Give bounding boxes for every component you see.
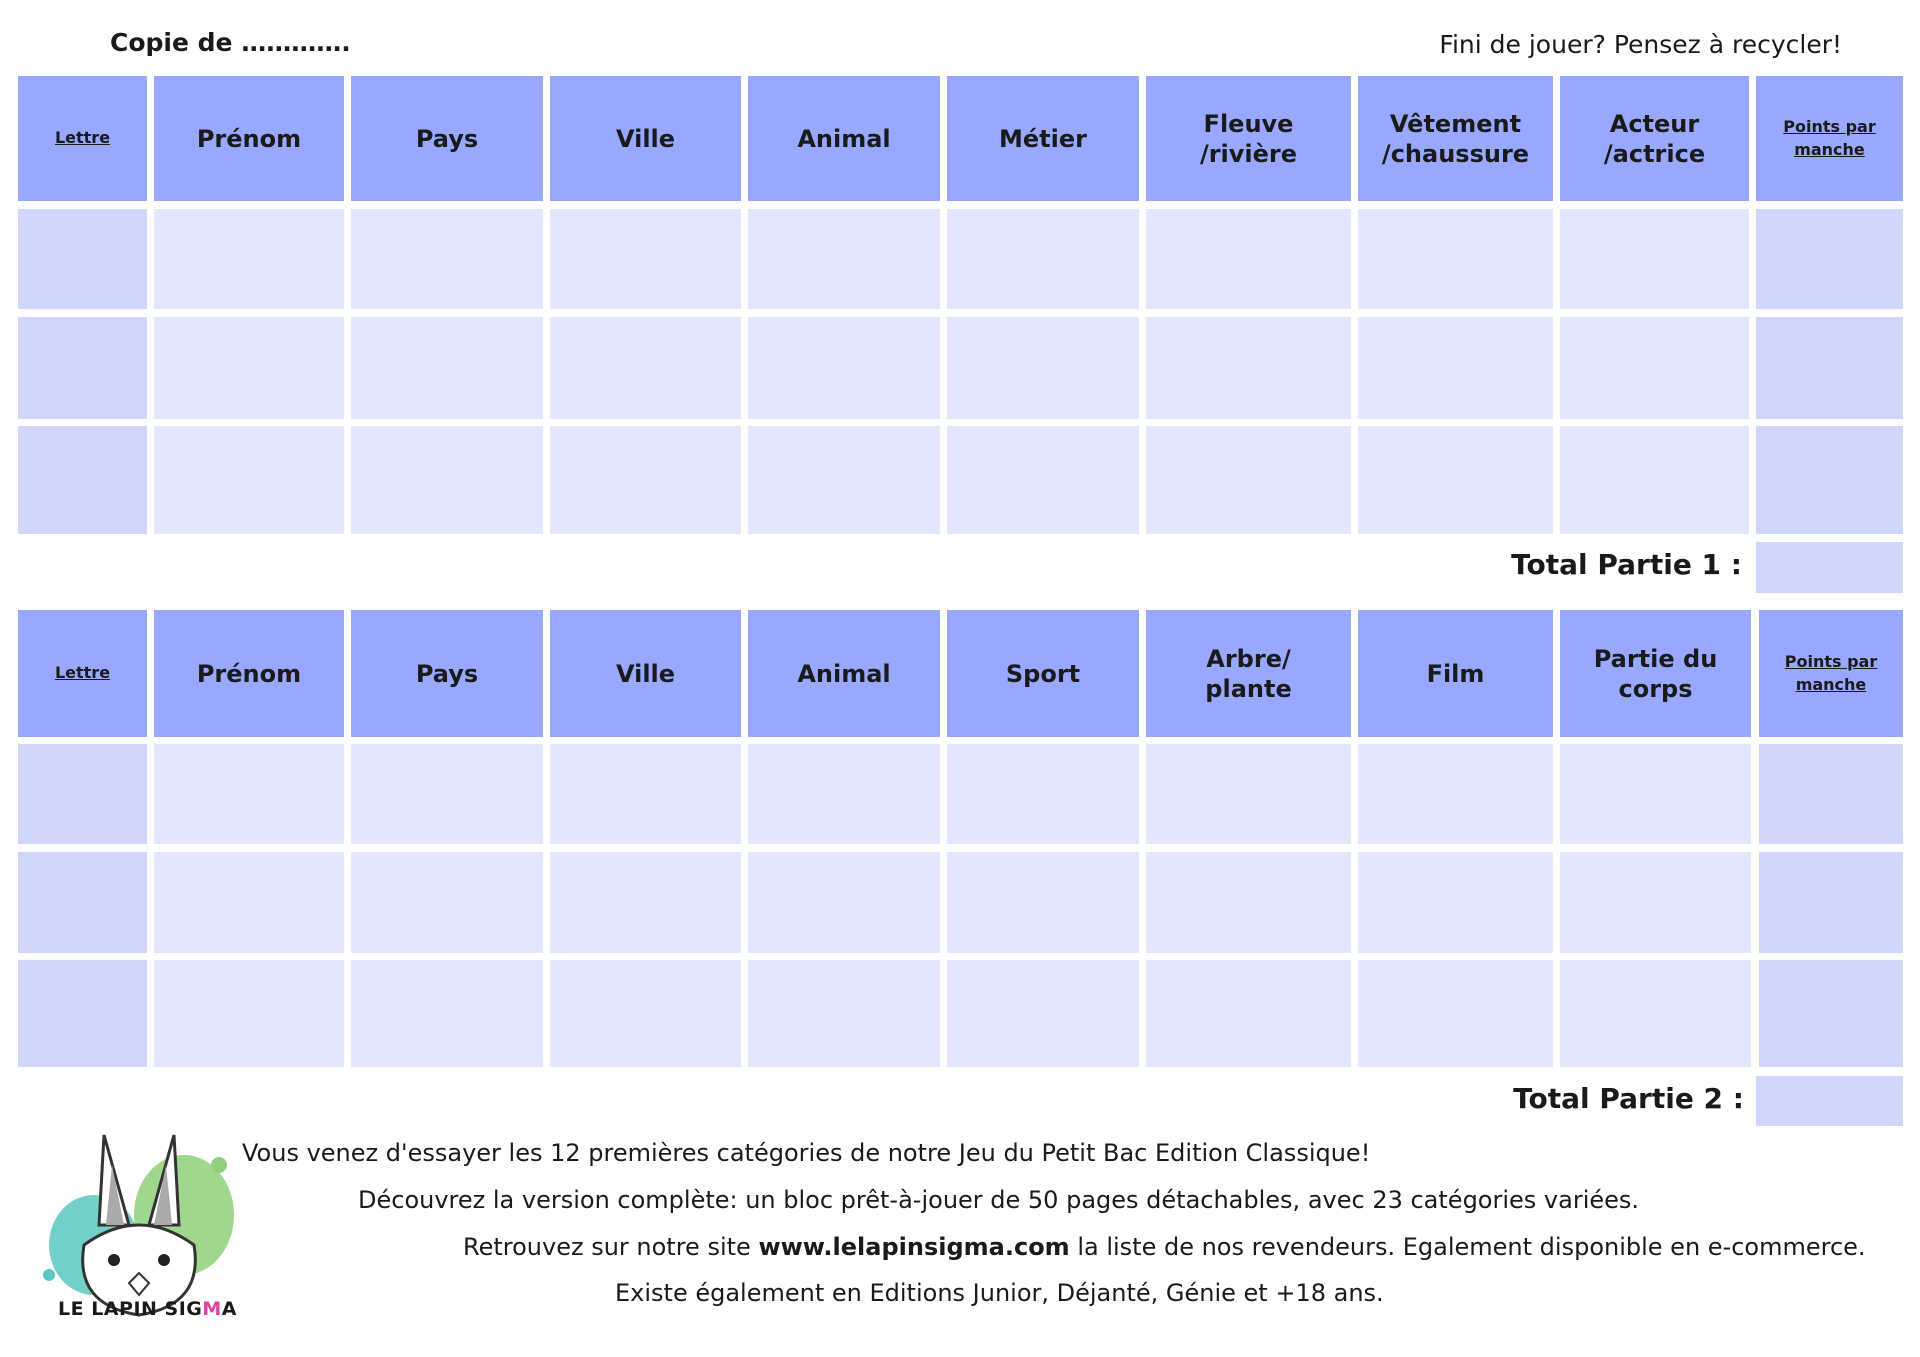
answer-cell[interactable]	[550, 744, 741, 844]
column-header-2: Pays	[351, 76, 543, 201]
answer-cell[interactable]	[1560, 744, 1751, 844]
answer-cell[interactable]	[748, 317, 940, 419]
total-part-1-label: Total Partie 1 :	[1511, 548, 1742, 581]
answer-cell[interactable]	[1146, 852, 1351, 953]
column-header-8: Acteur /actrice	[1560, 76, 1749, 201]
answer-cell[interactable]	[1358, 852, 1553, 953]
column-header-1: Prénom	[154, 610, 344, 737]
column-header-2: Pays	[351, 610, 543, 737]
answer-cell[interactable]	[1759, 960, 1903, 1067]
answer-cell[interactable]	[1358, 209, 1553, 309]
answer-cell[interactable]	[748, 744, 940, 844]
copy-label: Copie de ………….	[110, 28, 351, 57]
answer-cell[interactable]	[1146, 426, 1351, 534]
recycle-note: Fini de jouer? Pensez à recycler!	[1439, 30, 1842, 59]
answer-cell[interactable]	[1560, 960, 1751, 1067]
answer-cell[interactable]	[947, 209, 1139, 309]
answer-cell[interactable]	[18, 317, 147, 419]
answer-cell[interactable]	[550, 317, 741, 419]
answer-cell[interactable]	[351, 209, 543, 309]
website-link[interactable]: www.lelapinsigma.com	[758, 1233, 1070, 1261]
answer-cell[interactable]	[351, 317, 543, 419]
total-part-2-label: Total Partie 2 :	[1513, 1082, 1744, 1115]
column-header-4: Animal	[748, 76, 940, 201]
column-header-9: Points par manche	[1759, 610, 1903, 737]
answer-cell[interactable]	[550, 960, 741, 1067]
answer-cell[interactable]	[154, 960, 344, 1067]
answer-cell[interactable]	[154, 852, 344, 953]
answer-cell[interactable]	[154, 744, 344, 844]
answer-cell[interactable]	[351, 426, 543, 534]
answer-cell[interactable]	[154, 426, 344, 534]
answer-cell[interactable]	[947, 852, 1139, 953]
answer-cell[interactable]	[1759, 852, 1903, 953]
column-header-0: Lettre	[18, 610, 147, 737]
answer-cell[interactable]	[351, 744, 543, 844]
answer-cell[interactable]	[154, 209, 344, 309]
answer-cell[interactable]	[1146, 209, 1351, 309]
footer-line-2: Découvrez la version complète: un bloc prêt-à-jouer de 50 pages détachables, avec 23 catégories variées.	[358, 1186, 1640, 1214]
answer-cell[interactable]	[18, 852, 147, 953]
answer-cell[interactable]	[1146, 317, 1351, 419]
column-header-8: Partie du corps	[1560, 610, 1751, 737]
answer-cell[interactable]	[550, 209, 741, 309]
column-header-9: Points par manche	[1756, 76, 1903, 201]
footer-line-3: Retrouvez sur notre site www.lelapinsigma.com la liste de nos revendeurs. Egalement disponible en e-commerce.	[463, 1233, 1866, 1261]
answer-cell[interactable]	[1756, 209, 1903, 309]
column-header-6: Arbre/ plante	[1146, 610, 1351, 737]
answer-cell[interactable]	[748, 852, 940, 953]
answer-cell[interactable]	[1756, 317, 1903, 419]
answer-cell[interactable]	[18, 426, 147, 534]
column-header-5: Sport	[947, 610, 1139, 737]
answer-cell[interactable]	[748, 960, 940, 1067]
column-header-0: Lettre	[18, 76, 147, 201]
answer-cell[interactable]	[154, 317, 344, 419]
column-header-5: Métier	[947, 76, 1139, 201]
answer-cell[interactable]	[1358, 960, 1553, 1067]
column-header-4: Animal	[748, 610, 940, 737]
answer-cell[interactable]	[550, 852, 741, 953]
answer-cell[interactable]	[748, 426, 940, 534]
footer-line-1: Vous venez d'essayer les 12 premières catégories de notre Jeu du Petit Bac Edition Classique!	[242, 1139, 1371, 1167]
answer-cell[interactable]	[947, 960, 1139, 1067]
answer-cell[interactable]	[18, 744, 147, 844]
answer-cell[interactable]	[947, 317, 1139, 419]
answer-cell[interactable]	[1560, 209, 1749, 309]
footer-line-4: Existe également en Editions Junior, Déjanté, Génie et +18 ans.	[615, 1279, 1384, 1307]
total-part-2-field[interactable]	[1756, 1076, 1903, 1126]
answer-cell[interactable]	[1560, 852, 1751, 953]
answer-cell[interactable]	[1560, 426, 1749, 534]
answer-cell[interactable]	[748, 209, 940, 309]
column-header-3: Ville	[550, 610, 741, 737]
answer-cell[interactable]	[550, 426, 741, 534]
answer-cell[interactable]	[947, 426, 1139, 534]
column-header-7: Vêtement /chaussure	[1358, 76, 1553, 201]
answer-cell[interactable]	[1146, 744, 1351, 844]
answer-cell[interactable]	[1759, 744, 1903, 844]
answer-cell[interactable]	[351, 960, 543, 1067]
column-header-7: Film	[1358, 610, 1553, 737]
answer-cell[interactable]	[1358, 744, 1553, 844]
answer-cell[interactable]	[1358, 426, 1553, 534]
answer-cell[interactable]	[1560, 317, 1749, 419]
answer-cell[interactable]	[351, 852, 543, 953]
logo-wordmark: LE LAPIN SIGMA	[58, 1298, 238, 1320]
total-part-1-field[interactable]	[1756, 542, 1903, 593]
answer-cell[interactable]	[18, 209, 147, 309]
answer-cell[interactable]	[1358, 317, 1553, 419]
column-header-1: Prénom	[154, 76, 344, 201]
answer-cell[interactable]	[18, 960, 147, 1067]
column-header-6: Fleuve /rivière	[1146, 76, 1351, 201]
answer-cell[interactable]	[947, 744, 1139, 844]
answer-cell[interactable]	[1146, 960, 1351, 1067]
column-header-3: Ville	[550, 76, 741, 201]
answer-cell[interactable]	[1756, 426, 1903, 534]
